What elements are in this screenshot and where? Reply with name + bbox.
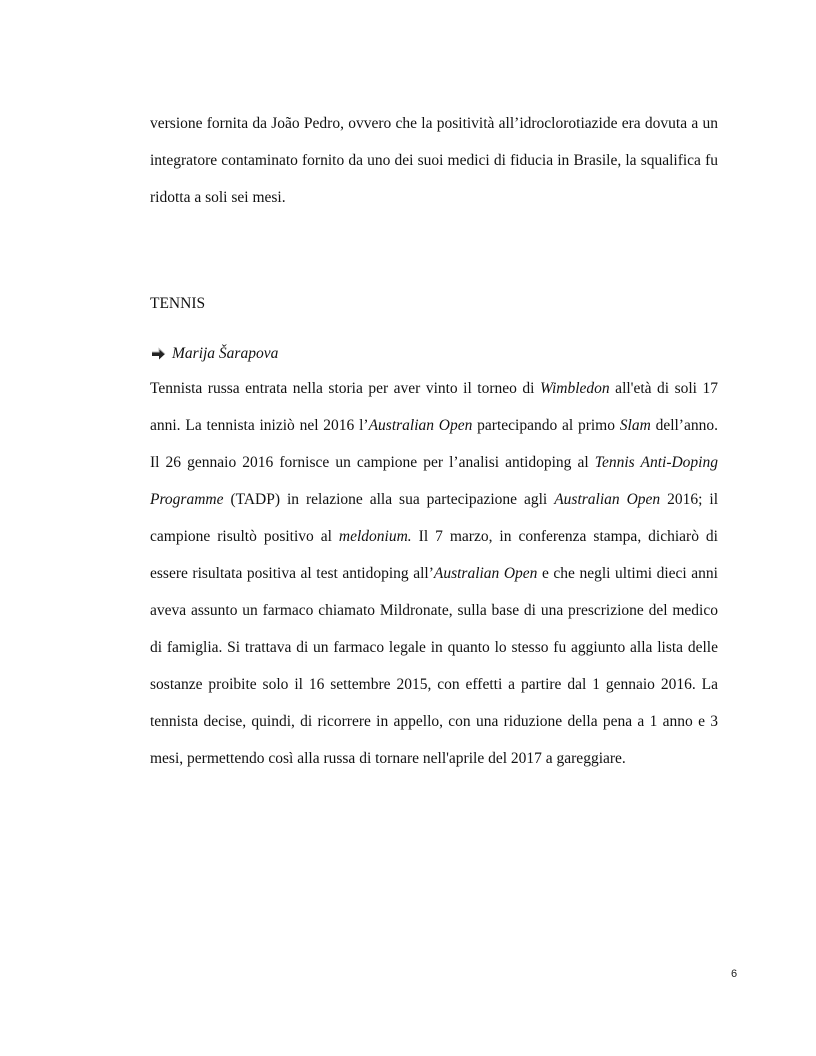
text-segment: all'età di soli 17 anni. La tennista iniziò nel 2016 l’ (150, 380, 718, 434)
text-segment: Tennista russa entrata nella storia per aver vinto il torneo di (150, 380, 540, 397)
bullet-item (150, 342, 278, 366)
italic-term: meldonium. (338, 528, 412, 545)
arrow-bullet-icon (150, 347, 166, 361)
italic-term: Slam (619, 417, 651, 434)
text-segment: e che negli ultimi dieci anni aveva assunto un farmaco chiamato Mildronate, sulla base di una prescrizione del medico di famiglia. Si trattava di un farmaco legale in quanto lo stesso fu aggiunto alla lista delle sostanze proibite solo il 16 settembre 2015, con effetti a partire dal 1 gennaio 2016. La tennista decise, quindi, di ricorrere in appello, con una riduzione della pena a 1 anno e 3 mesi, permettendo così alla russa di tornare nell'aprile del 2017 a gareggiare. (150, 565, 718, 767)
paragraph-main (150, 370, 718, 777)
italic-term: Australian Open (368, 417, 473, 434)
text-segment: dell’anno. Il 26 gennaio 2016 fornisce un campione per l’analisi antidoping al (150, 417, 718, 471)
paragraph-top-text: versione fornita da João Pedro, ovvero che la positività all’idroclorotiazide era dovuta a un integratore contaminato fornito da uno dei suoi medici di fiducia in Brasile, la squalifica fu ridotta a soli sei mesi. (150, 115, 718, 206)
page-number: 6 (731, 968, 738, 980)
italic-term: Tennis Anti-Doping Programme (150, 454, 718, 508)
text-segment: partecipando al primo (472, 417, 620, 434)
italic-term: Wimbledon (539, 380, 610, 397)
italic-term: Australian Open (433, 565, 538, 582)
bullet-label: Marija Šarapova (172, 345, 279, 362)
text-segment: (TADP) in relazione alla sua partecipazione agli (223, 491, 555, 508)
text-segment: Il 7 marzo, in conferenza stampa, dichiarò di essere risultata positiva al test antidoping all’ (150, 528, 718, 582)
italic-term: Australian Open (554, 491, 661, 508)
text-segment: 2016; il campione risultò positivo al (150, 491, 719, 545)
section-heading: TENNIS (150, 295, 206, 312)
paragraph-top (150, 105, 718, 216)
